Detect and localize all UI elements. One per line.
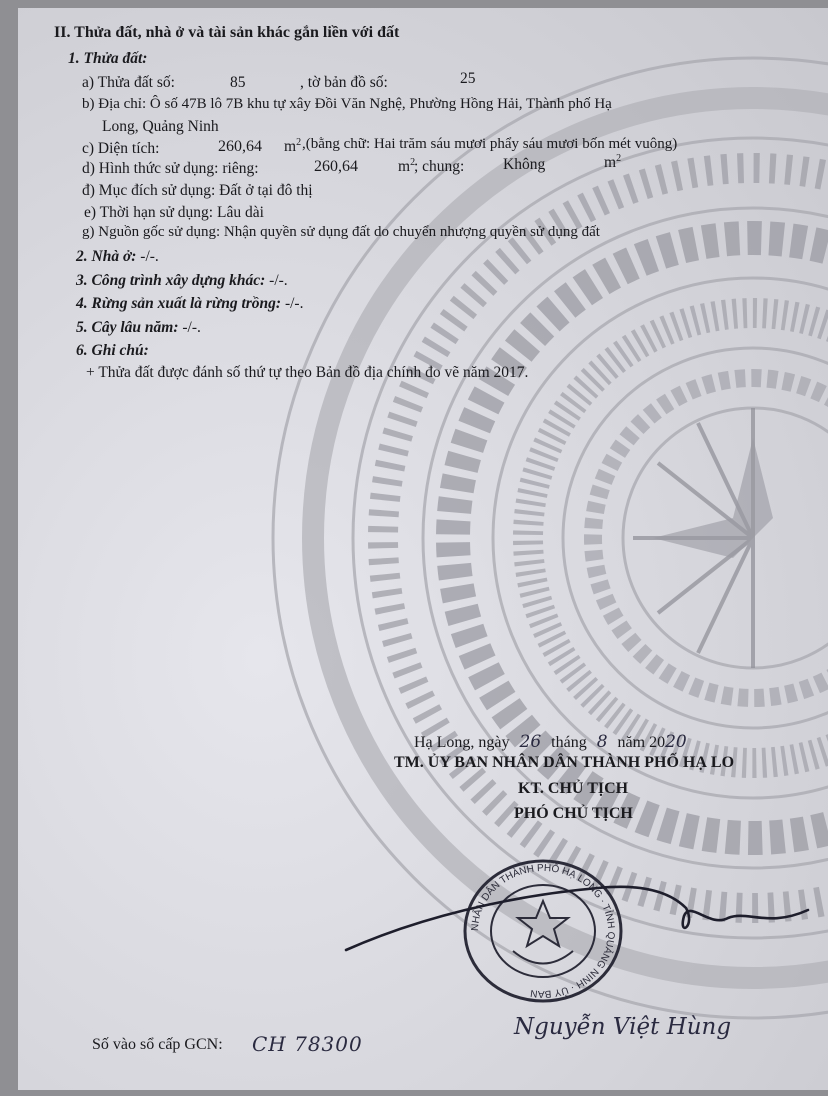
usage-origin: g) Nguồn gốc sử dụng: Nhận quyền sử dụng đất do chuyển nhượng quyền sử dụng đất: [82, 224, 600, 240]
usage-private-value: 260,64: [314, 158, 358, 175]
registry-label: Số vào sổ cấp GCN:: [92, 1036, 223, 1053]
area-value: 260,64: [218, 138, 262, 155]
note-text: + Thửa đất được đánh số thứ tự theo Bản đồ địa chính đo vẽ năm 2017.: [86, 364, 529, 381]
authority-line-2: KT. CHỦ TỊCH: [518, 780, 629, 797]
usage-common-value: Không: [503, 156, 546, 173]
item-notes: 6. Ghi chú:: [76, 342, 149, 359]
address-line-2: Long, Quảng Ninh: [102, 118, 219, 135]
certificate-page: [18, 8, 828, 1090]
area-label: c) Diện tích:: [82, 140, 160, 157]
svg-text:NHÂN DÂN THÀNH PHỐ HẠ LONG · T: NHÂN DÂN THÀNH PHỐ HẠ LONG · TỈNH QUẢNG NINH · ỦY BAN: [469, 862, 617, 1000]
area-in-words: ,(bằng chữ: Hai trăm sáu mươi phẩy sáu mươi bốn mét vuông): [302, 136, 678, 152]
section-title: II. Thửa đất, nhà ở và tài sản khác gắn liền với đất: [54, 24, 400, 41]
authority-line-1: TM. ỦY BAN NHÂN DÂN THÀNH PHỐ HẠ LO: [394, 754, 735, 771]
area-unit: $m^2$: [284, 137, 302, 155]
parcel-number-label: a) Thửa đất số:: [82, 74, 175, 91]
usage-private-unit: $m^2$: [398, 157, 416, 175]
map-sheet-value: 25: [460, 70, 476, 87]
address-line-1: b) Địa chỉ: Ô số 47B lô 7B khu tự xây Đồi Văn Nghệ, Phường Hồng Hải, Thành phố Hạ: [82, 96, 612, 112]
item-house: 2. Nhà ở: -/-.: [76, 248, 159, 265]
usage-purpose: đ) Mục đích sử dụng: Đất ở tại đô thị: [82, 182, 313, 199]
authority-line-3: PHÓ CHỦ TỊCH: [514, 805, 633, 822]
registry-number: CH 78300: [252, 1032, 363, 1056]
land-heading: 1. Thửa đất:: [68, 50, 148, 67]
signer-name: Nguyễn Việt Hùng: [514, 1014, 732, 1040]
item-other-construction: 3. Công trình xây dựng khác: -/-.: [76, 272, 288, 289]
usage-term: e) Thời hạn sử dụng: Lâu dài: [84, 204, 264, 221]
parcel-number-value: 85: [230, 74, 246, 91]
signature-stroke-icon: [338, 868, 828, 988]
issue-date: Hạ Long, ngày 26 tháng 8 năm 2020: [414, 732, 687, 752]
item-planted-forest: 4. Rừng sản xuất là rừng trồng: -/-.: [76, 295, 304, 312]
item-perennial-trees: 5. Cây lâu năm: -/-.: [76, 319, 201, 336]
usage-form-label: d) Hình thức sử dụng: riêng:: [82, 160, 259, 177]
map-sheet-label: , tờ bản đồ số:: [300, 74, 388, 91]
usage-common-unit: $m^2$: [604, 153, 622, 171]
usage-common-label: ; chung:: [414, 158, 465, 175]
